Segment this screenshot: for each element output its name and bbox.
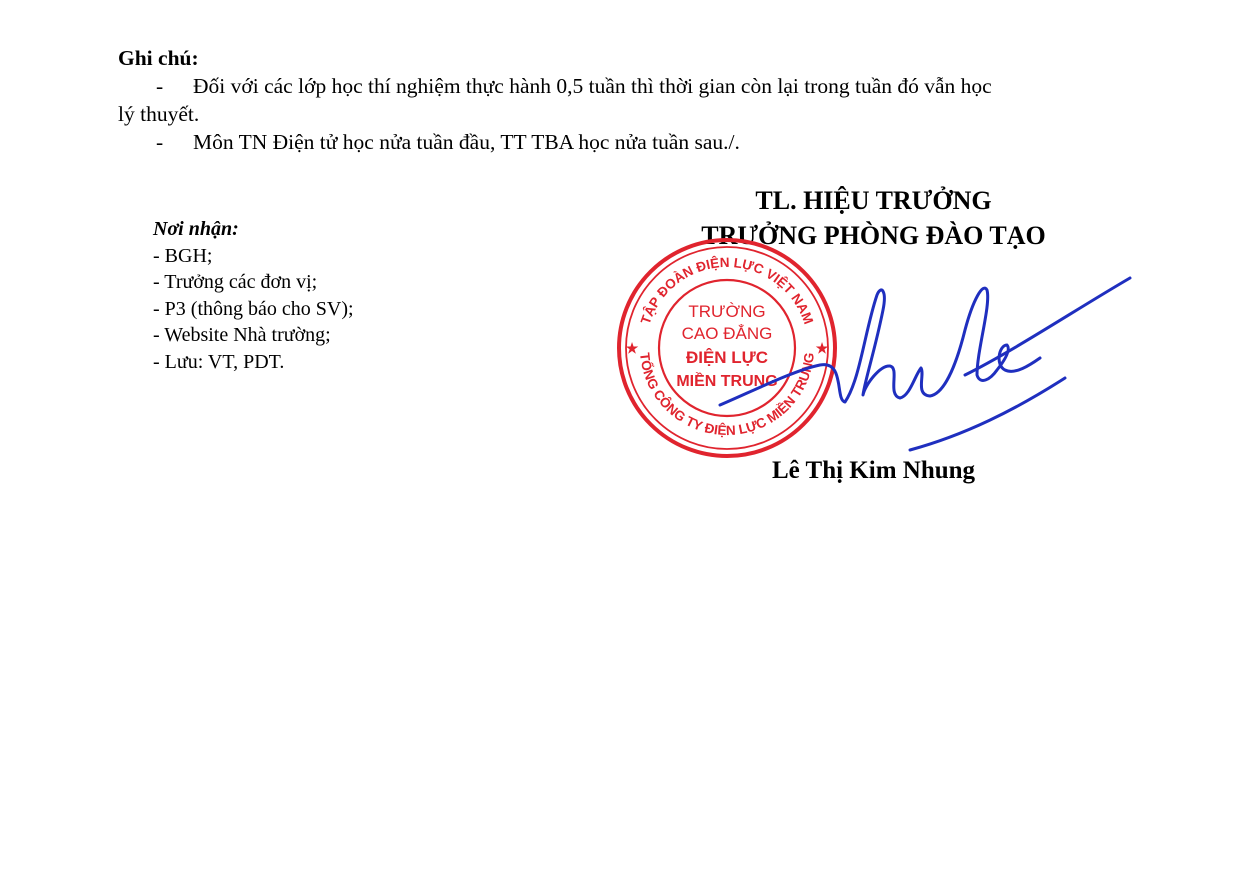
note-text: Đối với các lớp học thí nghiệm thực hành 0,5 tuần thì thời gian còn lại trong tuần đó vẫn học xyxy=(193,74,992,98)
recipient-item: - BGH; xyxy=(153,244,213,267)
recipient-item: - Trưởng các đơn vị; xyxy=(153,271,318,293)
seal-inner-line-1: TRƯỜNG xyxy=(688,302,766,321)
note-bullet: - xyxy=(156,130,164,154)
note-item-2 xyxy=(118,128,1128,156)
seal-inner-line-3: ĐIỆN LỰC xyxy=(685,348,769,367)
recipients-title: Nơi nhận: xyxy=(153,218,239,240)
signature-stroke-main xyxy=(720,288,1040,405)
signature-stroke-flourish xyxy=(965,278,1130,375)
recipient-item: - Lưu: VT, PDT. xyxy=(153,350,285,373)
recipient-item: - P3 (thông báo cho SV); xyxy=(153,297,354,320)
seal-outer-text-bottom: TỔNG CÔNG TY ĐIỆN LỰC MIỀN TRUNG xyxy=(637,351,817,439)
note-item-1 xyxy=(118,72,1128,128)
note-text-continuation: lý thuyết. xyxy=(118,102,200,126)
signer-title-line-2: TRƯỞNG PHÒNG ĐÀO TẠO xyxy=(701,221,1046,250)
signature-stroke-underline xyxy=(910,378,1065,450)
notes-title: Ghi chú: xyxy=(118,46,199,70)
note-bullet: - xyxy=(156,74,164,98)
seal-outer-text-top: TẬP ĐOÀN ĐIỆN LỰC VIỆT NAM xyxy=(637,254,817,327)
recipient-item: - Website Nhà trường; xyxy=(153,324,331,346)
notes-section xyxy=(118,44,1128,156)
signer-title-line-1: TL. HIỆU TRƯỞNG xyxy=(755,186,992,215)
seal-star-left: ★ xyxy=(625,340,639,356)
seal-inner-line-4: MIỀN TRUNG xyxy=(676,373,778,390)
signer-name: Lê Thị Kim Nhung xyxy=(771,457,976,484)
recipients-section xyxy=(153,216,354,375)
handwritten-signature xyxy=(715,270,1135,460)
note-text: Môn TN Điện tử học nửa tuần đầu, TT TBA học nửa tuần sau./. xyxy=(193,130,740,154)
seal-star-right: ★ xyxy=(815,340,829,356)
seal-inner-line-2: CAO ĐẲNG xyxy=(681,324,773,343)
